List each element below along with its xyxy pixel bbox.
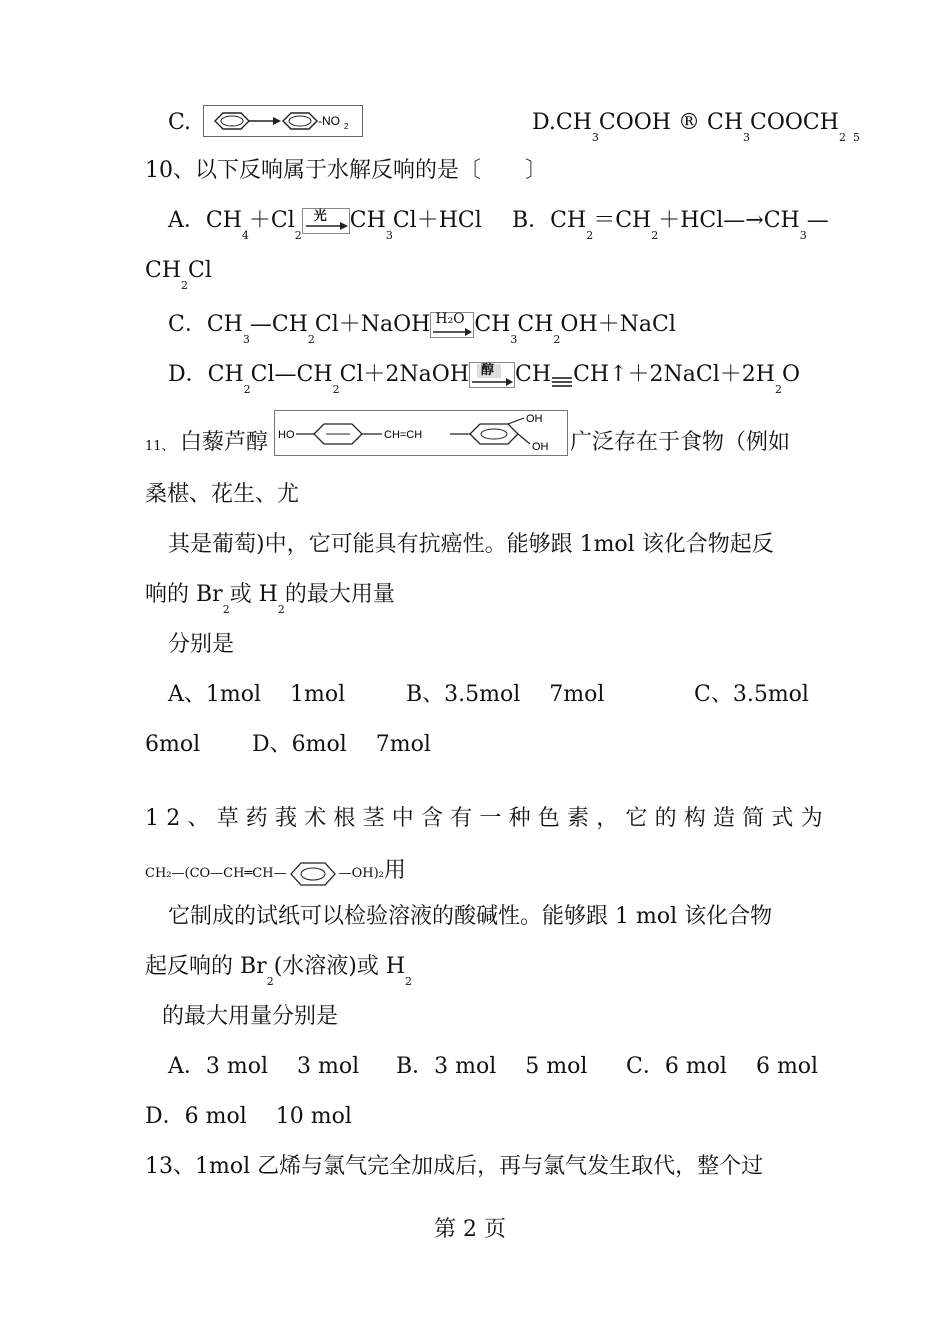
alcohol-condition-arrow: 醇 (469, 362, 515, 388)
q12-option-b: B．3 mol 5 mol (396, 1054, 588, 1079)
q11-line5: 分别是 (168, 632, 235, 657)
svg-text:OH: OH (526, 413, 543, 425)
q10-option-d: D．$CH_2Cl—CH_2Cl+2NaOH$ 醇 CH $CH↑+2NaCl+2H_2O$ (168, 362, 800, 396)
q10-option-c: C．$CH_3—CH_2Cl+NaOH$ H₂O $CH_3CH_2OH+NaCl$ (168, 311, 676, 346)
q11-option-a: A、1mol 1mol (168, 682, 346, 707)
page-number: 第 2 页 (434, 1217, 506, 1242)
light-condition-arrow: 光 (302, 208, 350, 234)
q12-line3: 起反响的 $Br_2$(水溶液)或 $H_2$ (145, 954, 413, 988)
q12-option-a: A．3 mol 3 mol (168, 1054, 360, 1079)
q11-option-c: C、3.5mol (694, 682, 809, 707)
q13-stem: 13、1mol 乙烯与氯气完全加成后，再与氯气发生取代，整个过 (145, 1154, 764, 1179)
nitro-group-subscript: 2 (344, 122, 349, 131)
q12-structure: CH₂—(CO—CH═CH— —OH)₂用 (145, 856, 406, 889)
svg-text:HO: HO (278, 429, 295, 441)
benzene-ring-icon (215, 113, 249, 129)
q11-number: 11、 (145, 439, 175, 454)
q10-option-b-cont: $CH_2Cl$ (145, 258, 212, 292)
q11-option-b: B、3.5mol 7mol (406, 682, 605, 707)
q11-line4: 响的 $Br_2$或 $H_2$的最大用量 (145, 582, 395, 616)
q11-resveratrol-structure (274, 410, 568, 456)
q12-line2: 它制成的试纸可以检验溶液的酸碱性。能够跟 1 mol 该化合物 (168, 904, 773, 929)
q11-option-c-cont: 6mol (145, 732, 201, 757)
q9-option-d: $D.CH_3COOH$ ® $CH_3COOCH_2$ $_5$ (532, 110, 860, 144)
triple-bond-icon (551, 368, 573, 382)
q10-option-a: A．$CH_4+Cl_2$ 光 $CH_3Cl+HCl$ (168, 208, 482, 242)
q10-option-b: B．$CH_2=CH_2+HCl—\to CH_3—$ (512, 208, 829, 242)
benzene-ring-icon (287, 859, 339, 889)
benzene-ring-icon (283, 113, 317, 129)
q11-line3: 其是葡萄)中，它可能具有抗癌性。能够跟 1mol 该化合物起反 (168, 532, 774, 557)
svg-text:OH: OH (532, 441, 549, 453)
benzene-ring-icon (470, 424, 518, 444)
q11-compound-name: 白藜芦醇 (180, 430, 269, 455)
q11-stem-after: 广泛存在于食物（例如 (570, 430, 791, 455)
q9-option-c-structure (203, 105, 363, 137)
q12-option-c: C．6 mol 6 mol (626, 1054, 819, 1079)
q12-option-d: D．6 mol 10 mol (145, 1104, 352, 1129)
q10-stem: 10、以下反响属于水解反响的是〔 〕 (145, 158, 547, 183)
nitro-group-label: -NO (318, 114, 340, 128)
q11-line2: 桑椹、花生、尤 (145, 482, 300, 507)
svg-text:CH=CH: CH=CH (384, 429, 423, 441)
q12-stem: 12、草药莪术根茎中含有一种色素，它的构造简式为 (145, 806, 830, 831)
q9-option-c-label: C. (168, 110, 192, 135)
arrow-icon (273, 117, 281, 125)
q11-option-d: D、6mol 7mol (252, 732, 431, 757)
q12-line4: 的最大用量分别是 (162, 1004, 339, 1029)
water-condition-arrow: H₂O (430, 312, 474, 338)
